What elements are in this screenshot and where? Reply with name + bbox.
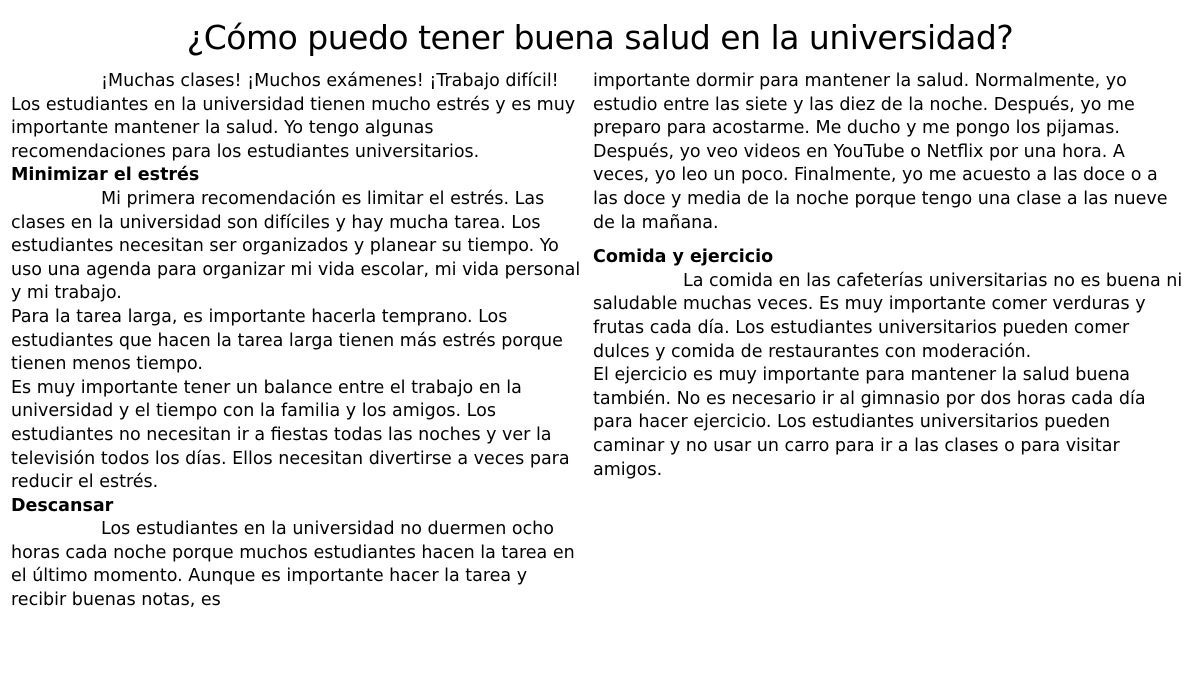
page-title: ¿Cómo puedo tener buena salud en la universidad? xyxy=(186,18,1014,57)
stress-paragraph-2: Para la tarea larga, es importante hacerla temprano. Los estudiantes que hacen la tarea larga tienen más estrés porque tienen menos tiempo. xyxy=(11,306,563,375)
section-heading-minimizar: Minimizar el estrés xyxy=(11,165,200,186)
stress-paragraph-3: Es muy importante tener un balance entre el trabajo en la universidad y el tiempo con la familia y los amigos. Los estudiantes no necesitan ir a fiestas todas las noches y ver la televisión todos los días. Ellos necesitan divertirse a veces para reducir el estrés. xyxy=(11,377,570,493)
section-heading-descansar: Descansar xyxy=(11,495,114,516)
rest-paragraph-1: Los estudiantes en la universidad no duermen ocho horas cada noche porque muchos estudiantes hacen la tarea en el último momento. Aunque es importante hacer la tarea y recibir buenas notas, es xyxy=(11,519,575,611)
right-column xyxy=(593,70,1183,482)
stress-paragraph-1: Mi primera recomendación es limitar el estrés. Las clases en la universidad son difíciles y hay mucha tarea. Los estudiantes necesitan ser organizados y planear su tiempo. Yo uso una agenda para organizar mi vida escolar, mi vida personal y mi trabajo. xyxy=(11,188,581,304)
rest-paragraph-continued: importante dormir para mantener la salud. Normalmente, yo estudio entre las siete y las diez de la noche. Después, yo me preparo para acostarme. Me ducho y me pongo los pijamas. Después, yo veo videos en YouTube o Netflix por una hora. A veces, yo leo un poco. Finalmente, yo me acuesto a las doce o a las doce y media de la noche porque tengo una clase a las nueve de la mañana. xyxy=(593,71,1168,233)
intro-paragraph: ¡Muchas clases! ¡Muchos exámenes! ¡Trabajo difícil! Los estudiantes en la universidad tienen mucho estrés y es muy importante mantener la salud. Yo tengo algunas recomendaciones para los estudiantes universitarios. xyxy=(11,71,576,162)
food-paragraph: La comida en las cafeterías universitarias no es buena ni saludable muchas veces. Es muy importante comer verduras y frutas cada día. Los estudiantes universitarios pueden comer dulces y comida de restaurantes con moderación. xyxy=(593,270,1183,362)
left-column xyxy=(11,70,585,613)
section-heading-comida: Comida y ejercicio xyxy=(593,247,774,268)
exercise-paragraph: El ejercicio es muy importante para mantener la salud buena también. No es necesario ir al gimnasio por dos horas cada día para hacer ejercicio. Los estudiantes universitarios pueden caminar y no usar un carro para ir a las clases o para visitar amigos. xyxy=(593,365,1146,480)
